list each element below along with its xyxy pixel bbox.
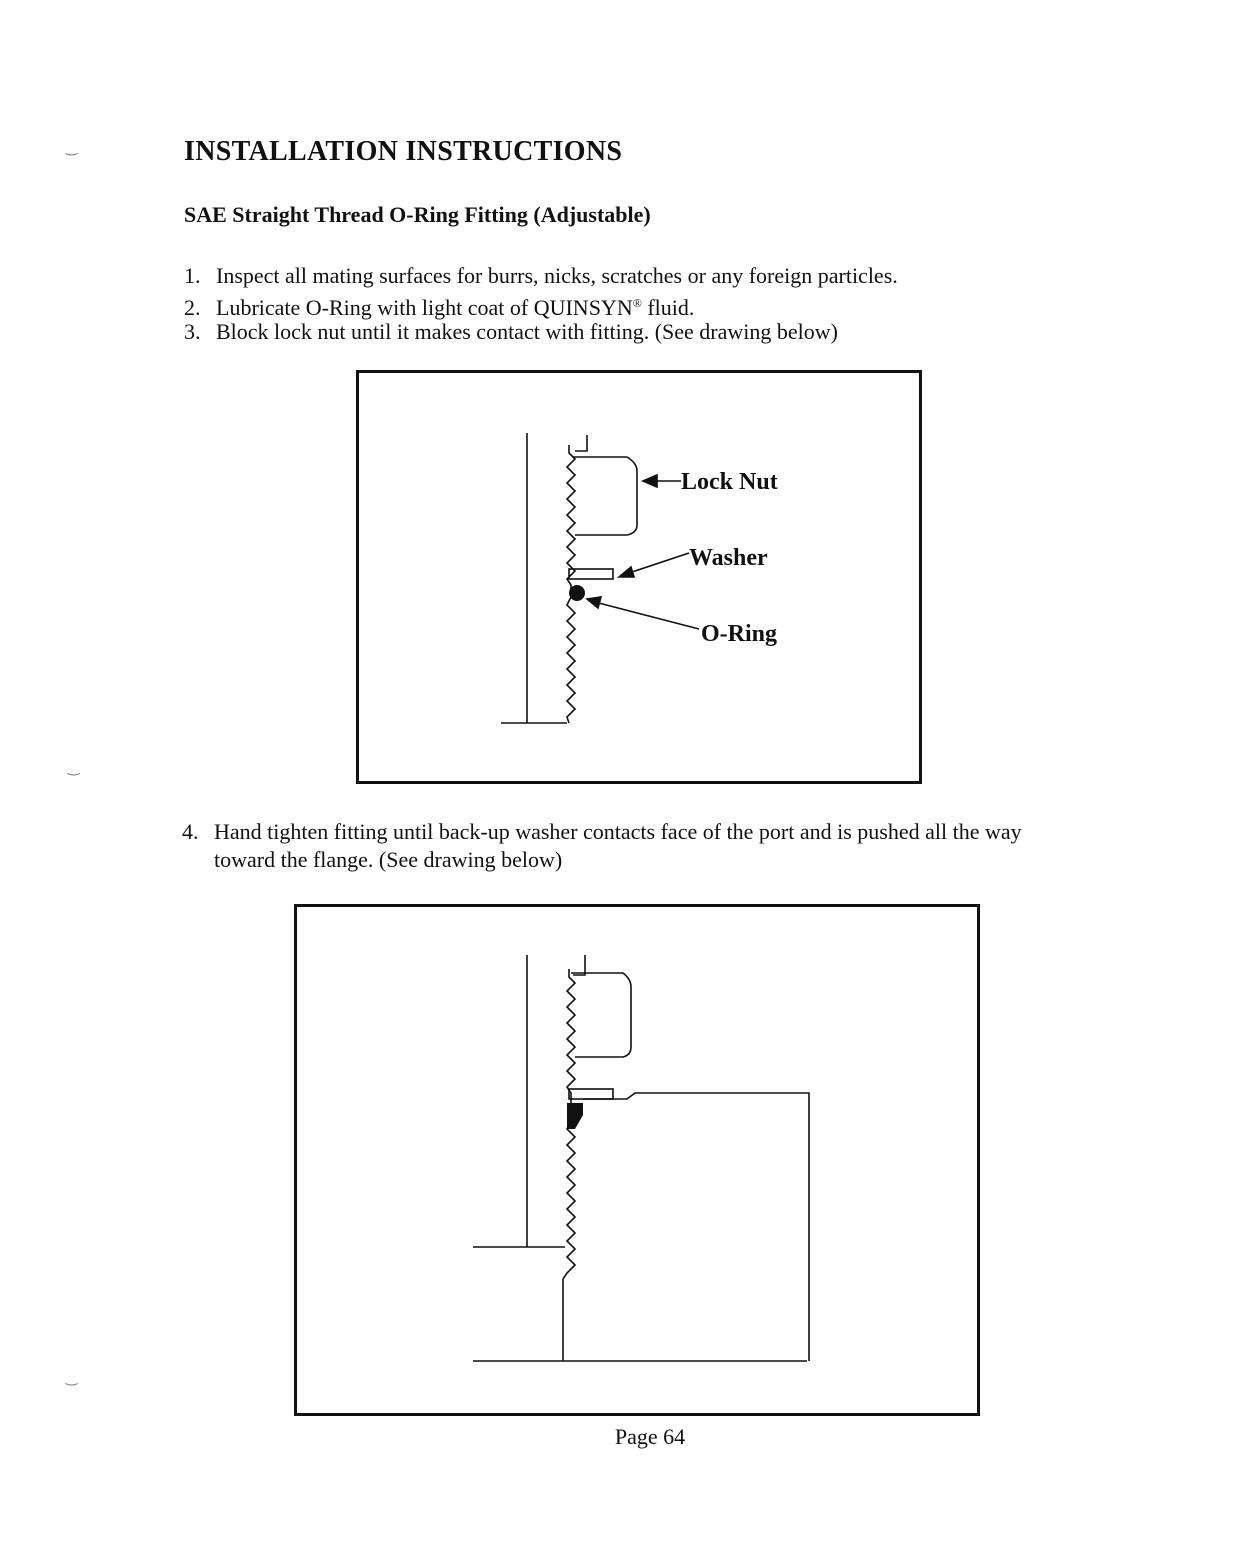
label-o-ring: O-Ring (701, 621, 778, 647)
scan-mark: ‿ (66, 141, 78, 156)
figure-lock-nut-diagram (356, 370, 922, 784)
lock-nut (573, 435, 637, 535)
o-ring (569, 585, 585, 601)
step-text: Block lock nut until it makes contact with fitting. (See drawing below) (216, 319, 838, 344)
step-number: 4. (182, 819, 199, 844)
step-text-end: fluid. (641, 295, 695, 320)
o-ring-arrowhead (587, 597, 601, 608)
fitting-drawing-1 (359, 373, 919, 781)
step-text: toward the flange. (See drawing below) (214, 847, 563, 872)
label-washer: Washer (689, 545, 768, 571)
label-lock-nut: Lock Nut (681, 469, 778, 495)
lock-nut-arrowhead (643, 475, 657, 487)
lock-nut (571, 955, 631, 1057)
step-number: 2. (184, 295, 201, 320)
o-ring-leader (591, 601, 699, 629)
figure-hand-tighten-diagram (294, 904, 980, 1416)
step-3 (184, 318, 838, 345)
step-text: Inspect all mating surfaces for burrs, nicks, scratches or any foreign particles. (216, 263, 898, 288)
washer-arrowhead (619, 567, 634, 577)
page-number: Page 64 (614, 1424, 686, 1449)
step-text: Lubricate O-Ring with light coat of QUINSYN (216, 295, 633, 320)
step-4-continued (214, 846, 562, 873)
washer (569, 1089, 613, 1099)
step-4 (182, 818, 1022, 845)
page-title: INSTALLATION INSTRUCTIONS (184, 136, 623, 167)
step-1 (184, 262, 898, 289)
scan-mark: ‿ (66, 1371, 78, 1386)
step-number: 3. (184, 319, 201, 344)
scan-mark: ‿ (68, 761, 80, 776)
fitting-drawing-2 (297, 907, 977, 1413)
step-2 (184, 290, 694, 321)
port-block (583, 1093, 809, 1361)
thread-profile (567, 445, 575, 723)
o-ring (567, 1103, 583, 1129)
section-subtitle: SAE Straight Thread O-Ring Fitting (Adjustable) (184, 202, 651, 227)
registered-mark: ® (632, 296, 642, 310)
step-text: Hand tighten fitting until back-up washer contacts face of the port and is pushed all the way (214, 819, 1022, 844)
step-number: 1. (184, 263, 201, 288)
